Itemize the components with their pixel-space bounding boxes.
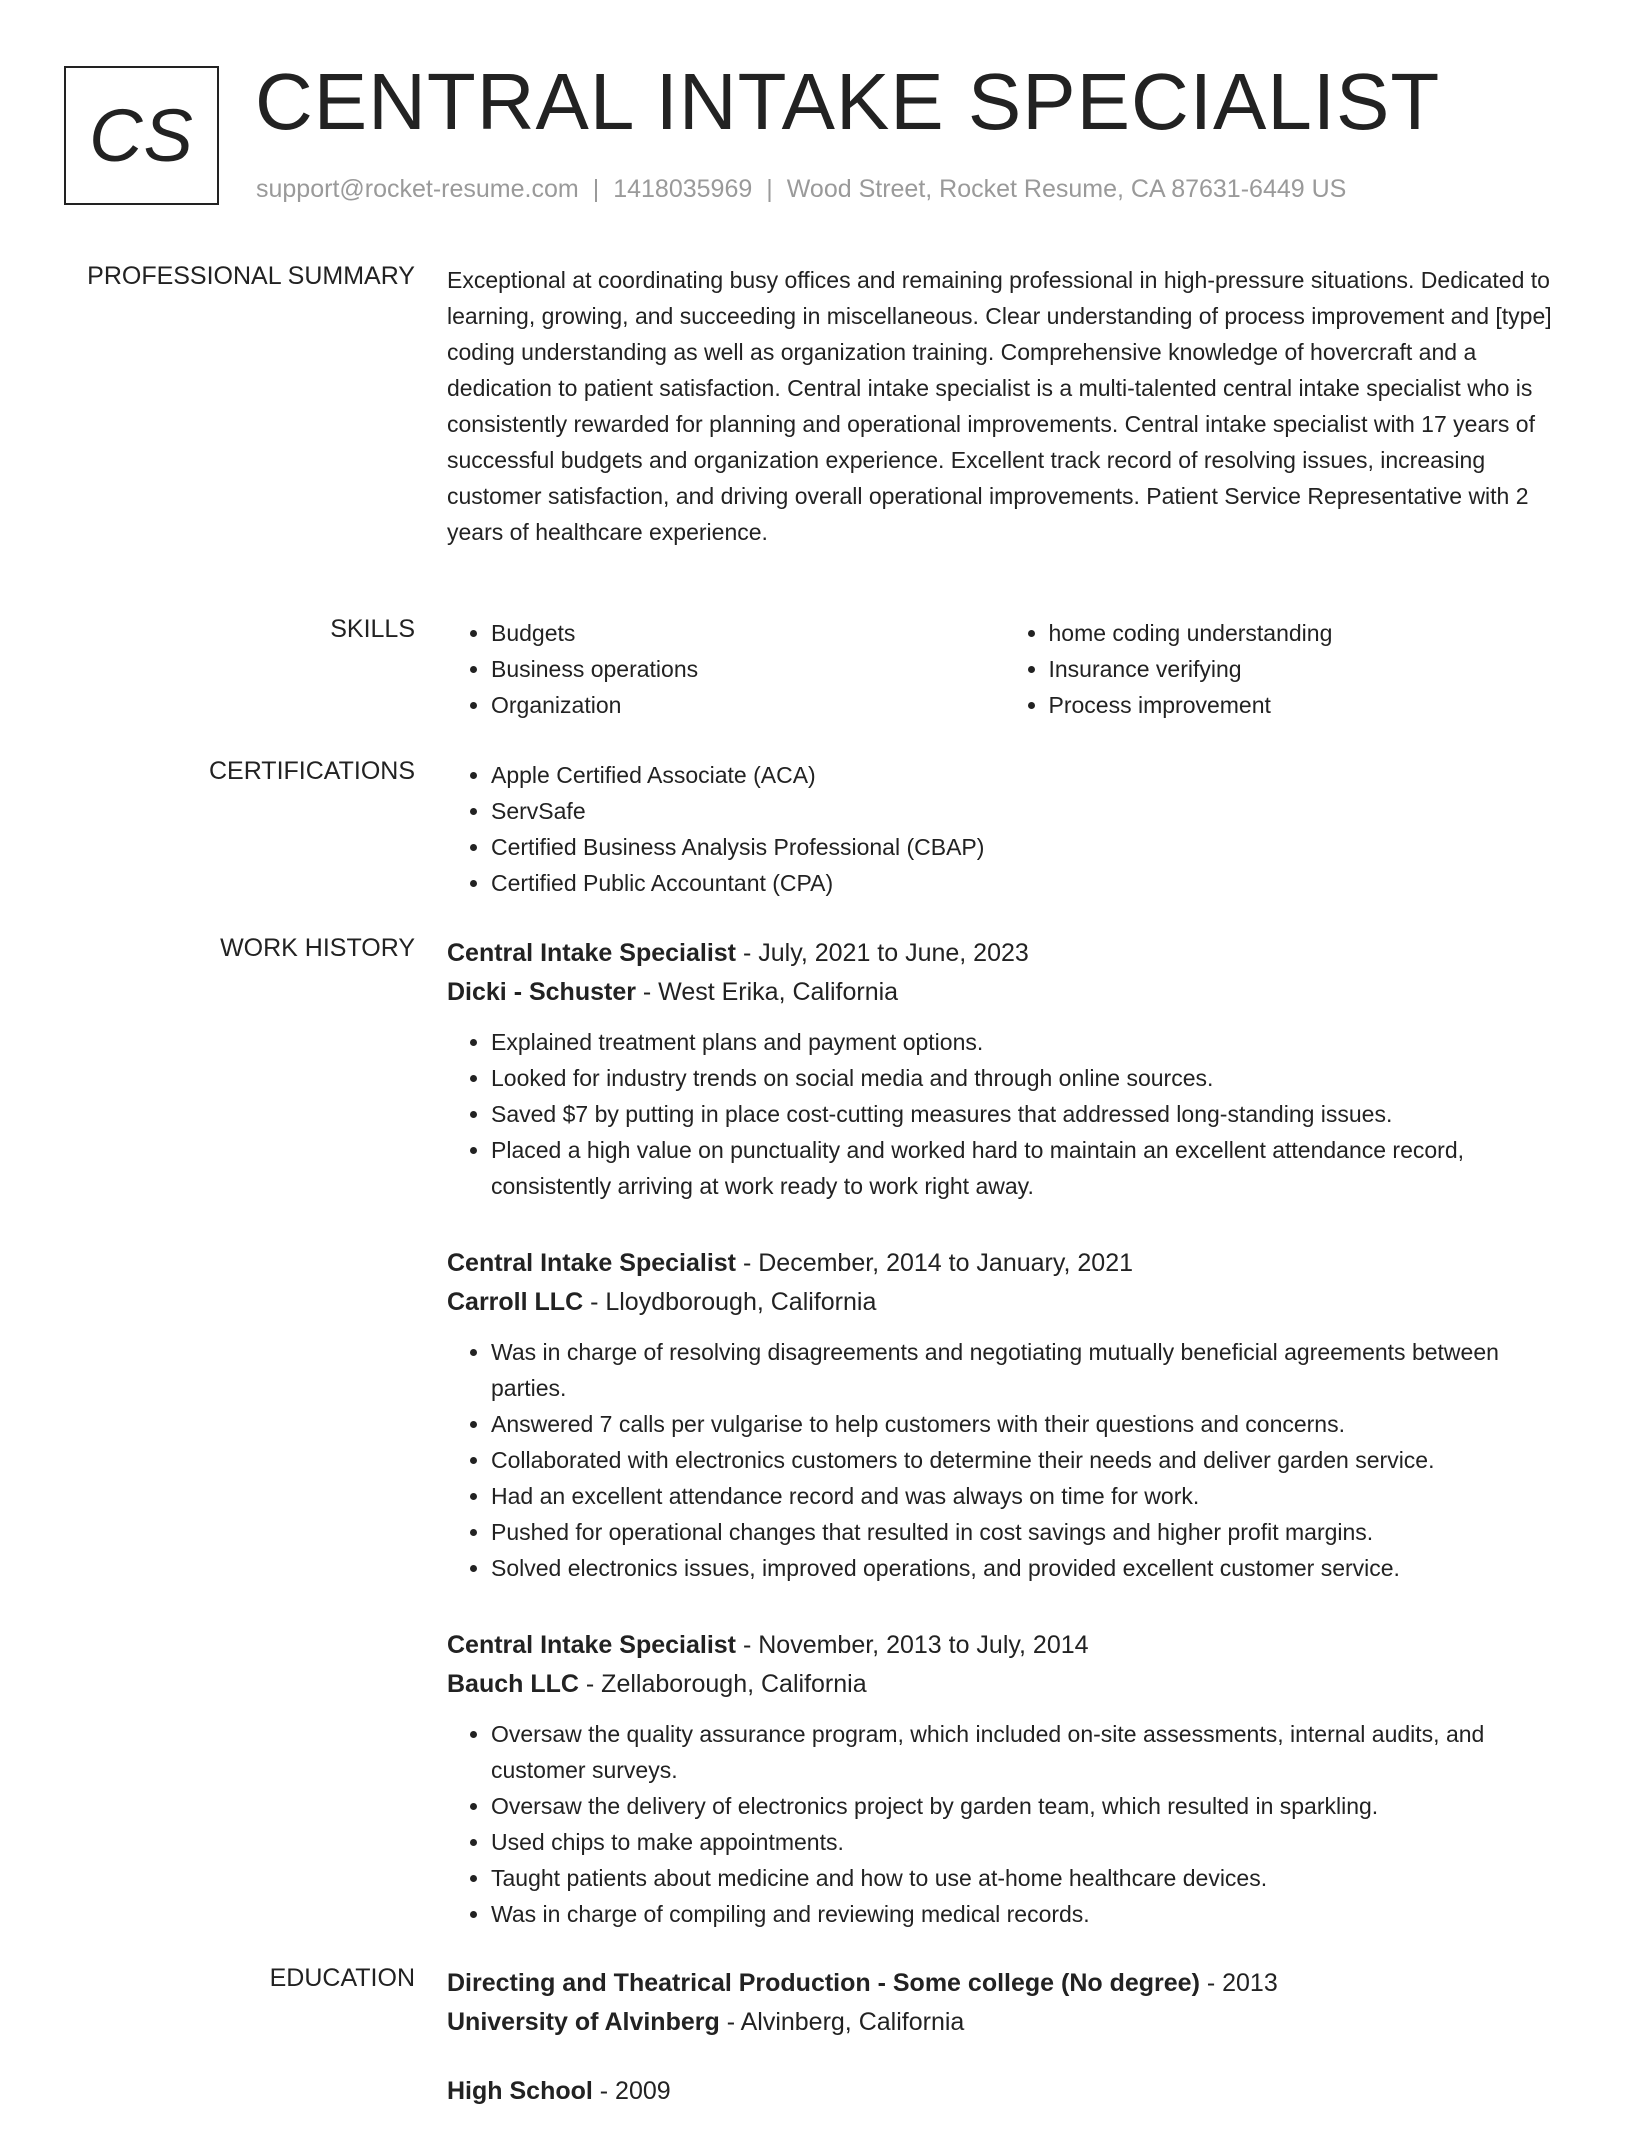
job-title-line [447, 934, 1562, 973]
contact-separator: | [592, 175, 600, 203]
job-duty: • Was in charge of resolving disagreements and negotiating mutually beneficial agreements between parties. [491, 1334, 1562, 1406]
skills-heading: SKILLS [330, 615, 415, 643]
job-title: Central Intake Specialist [447, 1631, 737, 1659]
certification-item: • Certified Public Accountant (CPA) [491, 865, 1562, 901]
summary-heading: PROFESSIONAL SUMMARY [87, 262, 415, 290]
job-duty: • Solved electronics issues, improved operations, and provided excellent customer service. [491, 1550, 1562, 1586]
monogram-initials: CS [89, 94, 194, 177]
resume-title: CENTRAL INTAKE SPECIALIST [255, 57, 1441, 146]
contact-separator: | [766, 175, 773, 203]
skill-item: • Process improvement [1049, 687, 1563, 723]
skill-item: • Organization [491, 687, 1005, 723]
certifications-heading: CERTIFICATIONS [208, 757, 415, 785]
certification-item: • Apple Certified Associate (ACA) [491, 757, 1562, 793]
contact-phone[interactable]: 1418035969 [613, 175, 753, 203]
skill-item: • Business operations [491, 651, 1005, 687]
education-location: - Alvinberg, California [719, 2008, 965, 2036]
education-school: University of Alvinberg [447, 2008, 720, 2036]
job-dates: - July, 2021 to June, 2023 [736, 939, 1029, 967]
contact-address: Wood Street, Rocket Resume, CA 87631-6449 US [786, 175, 1347, 203]
job-entry [447, 1626, 1562, 1932]
certification-item: • ServSafe [491, 793, 1562, 829]
skill-item: • Budgets [491, 615, 1005, 651]
job-company-line [447, 973, 1562, 1012]
job-duty: • Taught patients about medicine and how to use at-home healthcare devices. [491, 1860, 1562, 1896]
skill-item: • Insurance verifying [1049, 651, 1563, 687]
job-location: - Lloydborough, California [583, 1288, 877, 1316]
education-entry [447, 1964, 1562, 2042]
job-duty: • Oversaw the quality assurance program, which included on-site assessments, internal audits, and customer surveys. [491, 1716, 1562, 1788]
education-school-line [447, 2003, 1562, 2042]
job-duty: • Pushed for operational changes that resulted in cost savings and higher profit margins. [491, 1514, 1562, 1550]
job-title: Central Intake Specialist [447, 939, 737, 967]
education-degree-line [447, 1964, 1562, 2003]
education-year: - 2009 [592, 2077, 671, 2105]
job-title-line [447, 1626, 1562, 1665]
education-degree: Directing and Theatrical Production - Some college (No degree) [447, 1969, 1200, 1997]
job-company: Carroll LLC [447, 1288, 584, 1316]
job-company-line [447, 1283, 1562, 1322]
education-degree: High School [447, 2077, 593, 2105]
job-duty: • Explained treatment plans and payment options. [491, 1024, 1562, 1060]
education-degree-line [447, 2072, 1562, 2111]
job-entry [447, 934, 1562, 1204]
contact-email[interactable]: support@rocket-resume.com [256, 175, 579, 203]
education-year: - 2013 [1199, 1969, 1278, 1997]
job-dates: - November, 2013 to July, 2014 [736, 1631, 1089, 1659]
job-duties [447, 1024, 1562, 1204]
job-entry [447, 1244, 1562, 1586]
summary-text: Exceptional at coordinating busy offices and remaining professional in high-pressure situations. Dedicated to learning, growing, and succeeding in miscellaneous. Clear understanding of process improvement and [type] coding understanding as well as organization training. Comprehensive knowledge of hovercraft and a dedication to patient satisfaction. Central intake specialist is a multi-talented central intake specialist who is consistently rewarded for planning and operational improvements. Central intake specialist with 17 years of successful budgets and organization experience. Excellent track record of resolving issues, increasing customer satisfaction, and driving overall operational improvements. Patient Service Representative with 2 years of healthcare experience. [447, 267, 1552, 545]
job-duty: • Collaborated with electronics customers to determine their needs and deliver garden service. [491, 1442, 1562, 1478]
job-duties [447, 1334, 1562, 1586]
job-duty: • Was in charge of compiling and reviewing medical records. [491, 1896, 1562, 1932]
certifications-list [447, 757, 1562, 901]
job-company: Bauch LLC [447, 1670, 579, 1698]
education-heading: EDUCATION [269, 1964, 415, 1992]
job-duty: • Oversaw the delivery of electronics project by garden team, which resulted in sparkling. [491, 1788, 1562, 1824]
certification-item: • Certified Business Analysis Professional (CBAP) [491, 829, 1562, 865]
work-history-heading: WORK HISTORY [220, 934, 415, 962]
job-dates: - December, 2014 to January, 2021 [736, 1249, 1134, 1277]
skills-list-left [447, 615, 1005, 723]
job-duty: • Placed a high value on punctuality and worked hard to maintain an excellent attendance record, consistently arriving at work ready to work right away. [491, 1132, 1562, 1204]
job-duty: • Saved $7 by putting in place cost-cutting measures that addressed long-standing issues. [491, 1096, 1562, 1132]
skill-item: • home coding understanding [1049, 615, 1563, 651]
job-duty: • Had an excellent attendance record and was always on time for work. [491, 1478, 1562, 1514]
job-duty: • Answered 7 calls per vulgarise to help customers with their questions and concerns. [491, 1406, 1562, 1442]
job-duties [447, 1716, 1562, 1932]
job-company-line [447, 1665, 1562, 1704]
job-duty: • Used chips to make appointments. [491, 1824, 1562, 1860]
job-title-line [447, 1244, 1562, 1283]
job-title: Central Intake Specialist [447, 1249, 737, 1277]
job-company: Dicki - Schuster [447, 978, 636, 1006]
monogram-box [64, 66, 219, 205]
job-location: - Zellaborough, California [578, 1670, 867, 1698]
job-location: - West Erika, California [635, 978, 899, 1006]
contact-line [256, 175, 1346, 204]
education-entry [447, 2072, 1562, 2111]
job-duty: • Looked for industry trends on social media and through online sources. [491, 1060, 1562, 1096]
skills-list-right [1005, 615, 1563, 723]
